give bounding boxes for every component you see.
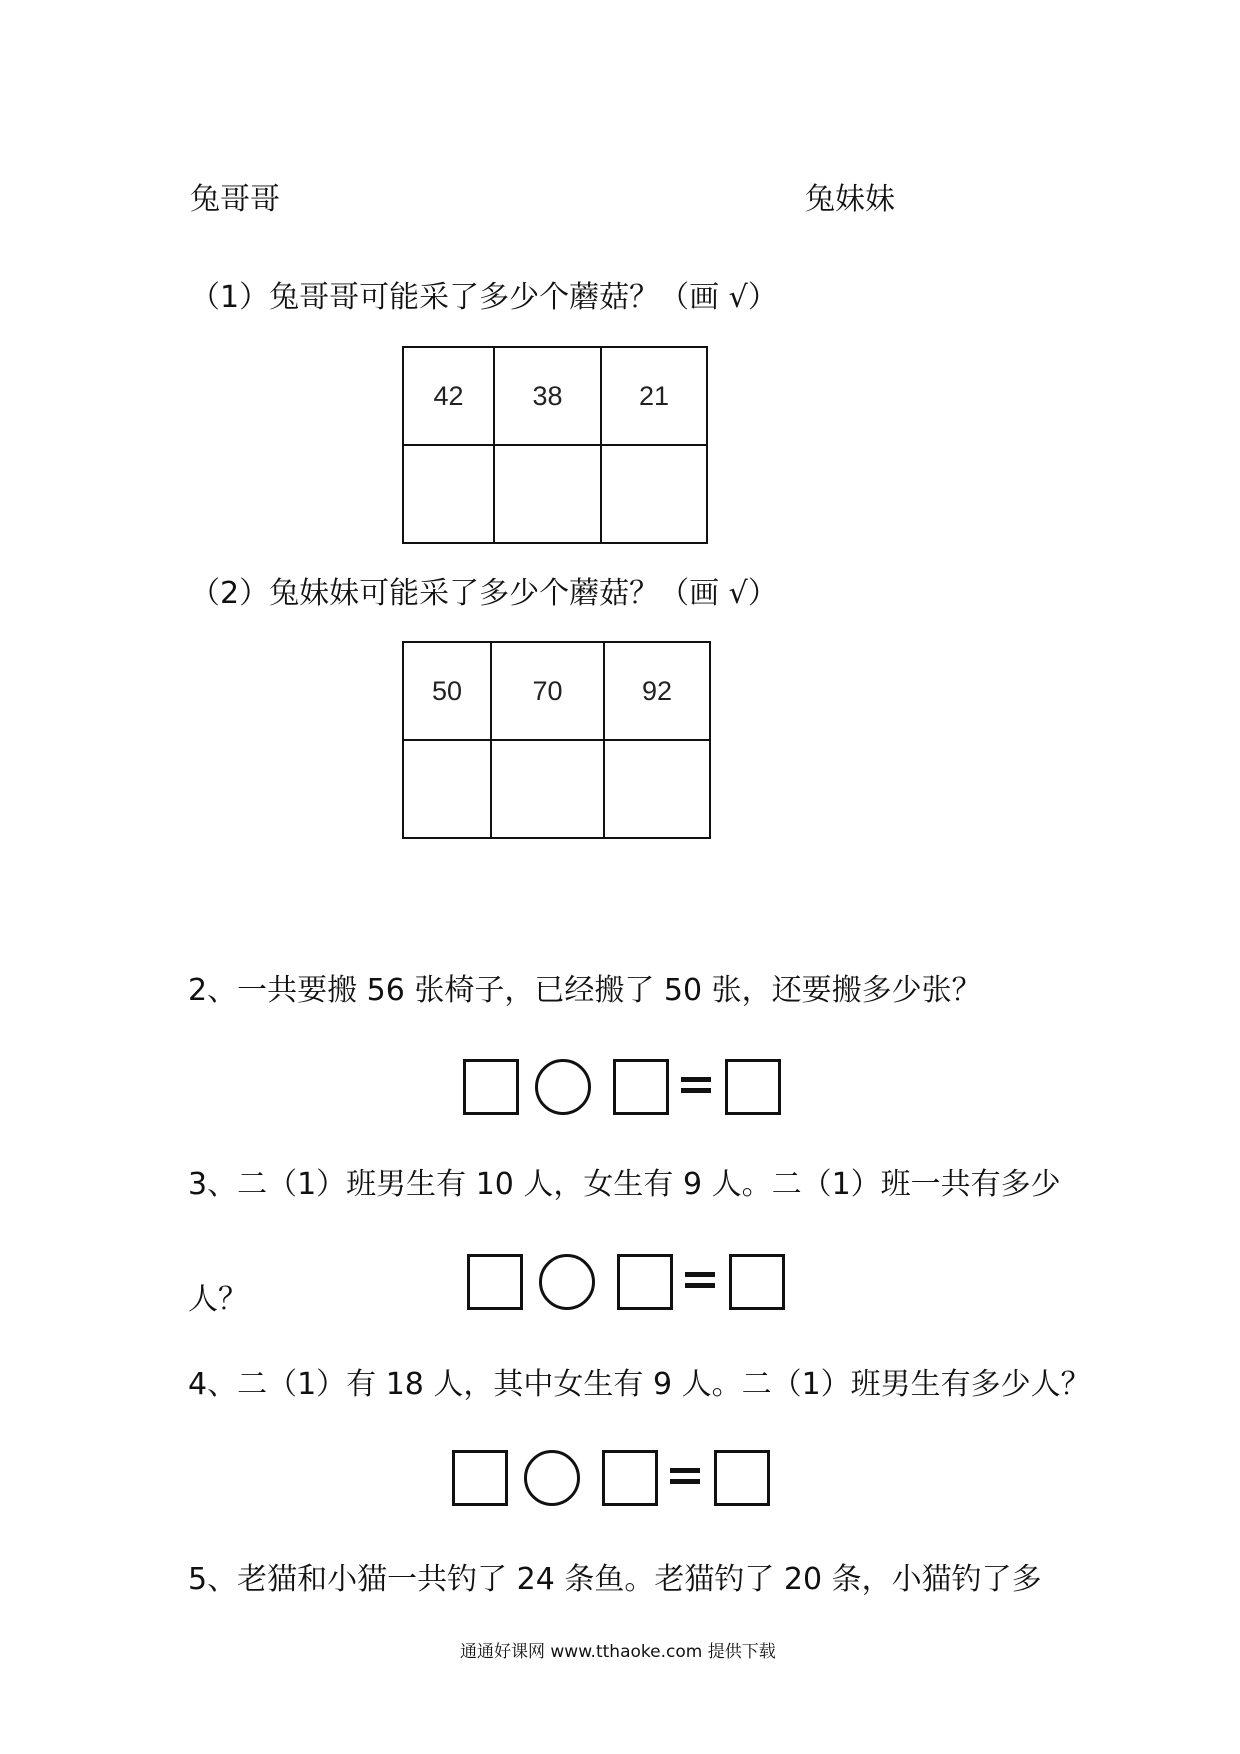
check-answer-cell[interactable] xyxy=(494,445,601,543)
answer-box-result[interactable] xyxy=(725,1059,781,1115)
label-rabbit-brother: 兔哥哥 xyxy=(190,182,280,217)
problem-4-equation xyxy=(452,1450,772,1506)
question-2-text: （2）兔妹妹可能采了多少个蘑菇？（画 √） xyxy=(190,576,778,611)
problem-2-text: 2、一共要搬 56 张椅子，已经搬了 50 张，还要搬多少张？ xyxy=(188,973,982,1008)
equals-sign xyxy=(681,1077,711,1093)
answer-box-number[interactable] xyxy=(467,1254,523,1310)
problem-3-text-line-2: 人？ xyxy=(188,1282,248,1317)
answer-circle-operator[interactable] xyxy=(535,1059,591,1115)
check-answer-cell[interactable] xyxy=(403,740,491,838)
problem-2-equation xyxy=(463,1059,783,1115)
problem-3-text-line-1: 3、二（1）班男生有 10 人，女生有 9 人。二（1）班一共有多少 xyxy=(188,1167,1061,1202)
footer-source: 通通好课网 www.tthaoke.com 提供下载 xyxy=(460,1642,776,1662)
answer-box-number[interactable] xyxy=(613,1059,669,1115)
question-1-answer-grid xyxy=(402,346,708,544)
check-answer-cell[interactable] xyxy=(601,445,707,543)
question-1-text: （1）兔哥哥可能采了多少个蘑菇？（画 √） xyxy=(190,280,778,315)
option-cell: 21 xyxy=(601,347,707,445)
equals-sign xyxy=(685,1272,715,1288)
question-2-answer-grid xyxy=(402,641,711,839)
option-cell: 50 xyxy=(403,642,491,740)
answer-box-number[interactable] xyxy=(463,1059,519,1115)
option-cell: 92 xyxy=(604,642,710,740)
option-cell: 38 xyxy=(494,347,601,445)
answer-box-number[interactable] xyxy=(617,1254,673,1310)
answer-box-result[interactable] xyxy=(729,1254,785,1310)
answer-circle-operator[interactable] xyxy=(539,1254,595,1310)
answer-box-number[interactable] xyxy=(452,1450,508,1506)
equals-sign xyxy=(670,1468,700,1484)
problem-3-equation xyxy=(467,1254,787,1310)
check-answer-cell[interactable] xyxy=(604,740,710,838)
answer-box-number[interactable] xyxy=(602,1450,658,1506)
option-cell: 70 xyxy=(491,642,604,740)
answer-box-result[interactable] xyxy=(714,1450,770,1506)
check-answer-cell[interactable] xyxy=(403,445,494,543)
problem-5-text: 5、老猫和小猫一共钓了 24 条鱼。老猫钓了 20 条，小猫钓了多 xyxy=(188,1562,1042,1597)
problem-4-text: 4、二（1）有 18 人，其中女生有 9 人。二（1）班男生有多少人？ xyxy=(188,1367,1091,1402)
answer-circle-operator[interactable] xyxy=(524,1450,580,1506)
label-rabbit-sister: 兔妹妹 xyxy=(805,182,895,217)
option-cell: 42 xyxy=(403,347,494,445)
check-answer-cell[interactable] xyxy=(491,740,604,838)
